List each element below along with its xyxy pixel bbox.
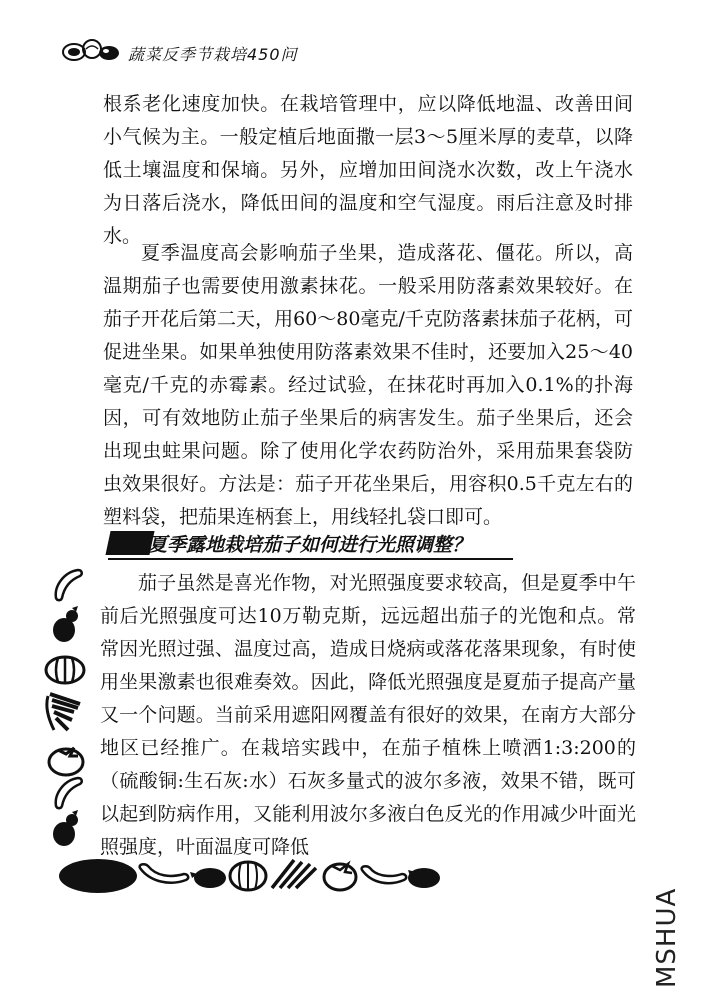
celery-icon xyxy=(272,860,316,888)
page-header xyxy=(62,36,662,66)
oval-blob-icon xyxy=(59,859,137,893)
heading-underline xyxy=(108,558,513,560)
vegetables-logo-icon xyxy=(62,36,120,66)
eggplant-icon xyxy=(48,808,88,848)
cucumber-icon xyxy=(48,566,88,602)
tomato-icon xyxy=(324,864,356,890)
running-header-title: 蔬菜反季节栽培450问 xyxy=(128,45,298,64)
section-heading xyxy=(108,528,508,562)
cucumber-icon xyxy=(140,864,189,882)
margin-decoration xyxy=(44,566,88,846)
pumpkin-icon xyxy=(44,652,86,686)
cucumber-icon xyxy=(48,774,88,810)
body-paragraph: 夏季温度高会影响茄子坐果，造成落花、僵花。所以，高温期茄子也需要使用激素抹花。一般采用防落素效果较好。在茄子开花后第二天，用60～80毫克/千克防落素抹茄子花柄，可促进坐果。如果单独使用防落素效果不佳时，还要加入25～40毫克/千克的赤霉素。经过试验，在抹花时再加入0.1%的扑海因，可有效地防止茄子坐果后的病害发生。茄子坐果后，还会出现虫蛀果问题。除了使用化学农药防治外，采用茄果套袋防虫效果很好。方法是：茄子开花坐果后，用容积0.5千克左右的塑料袋，把茄果连柄套上，用线轻扎袋口即可。 xyxy=(103,242,633,528)
bottom-decoration-band xyxy=(58,852,443,894)
celery-icon xyxy=(44,690,86,734)
cucumber-icon xyxy=(362,866,407,883)
pumpkin-icon xyxy=(230,862,266,890)
eggplant-icon xyxy=(190,868,226,888)
tomato-icon xyxy=(44,742,86,778)
watermark-text: MSHUA xyxy=(652,887,682,988)
eggplant-icon xyxy=(408,868,440,888)
eggplant-icon xyxy=(48,604,88,644)
body-paragraph: 茄子虽然是喜光作物，对光照强度要求较高，但是夏季中午前后光照强度可达10万勒克斯，远远超出茄子的光饱和点。常常因光照过强、温度过高，造成日烧病或落花落果现象，有时使用坐果激素也很难奏效。因此，降低光照强度是夏茄子提高产量又一个问题。当前采用遮阳网覆盖有很好的效果，在南方大部分地区已经推广。在栽培实践中，在茄子植株上喷洒1:3:200的（硫酸铜:生石灰:水）石灰多量式的波尔多液，效果不错，既可以起到防病作用，又能利用波尔多液白色反光的作用减少叶面光照强度，叶面温度可降低 xyxy=(100,572,636,858)
body-paragraph: 根系老化速度加快。在栽培管理中，应以降低地温、改善田间小气候为主。一般定植后地面撒一层3～5厘米厚的麦草，以降低土壤温度和保墒。另外，应增加田间浇水次数，改上午浇水为日落后浇水，降低田间的温度和空气湿度。雨后注意及时排水。 xyxy=(103,93,633,247)
section-title: 夏季露地栽培茄子如何进行光照调整？ xyxy=(148,534,472,556)
